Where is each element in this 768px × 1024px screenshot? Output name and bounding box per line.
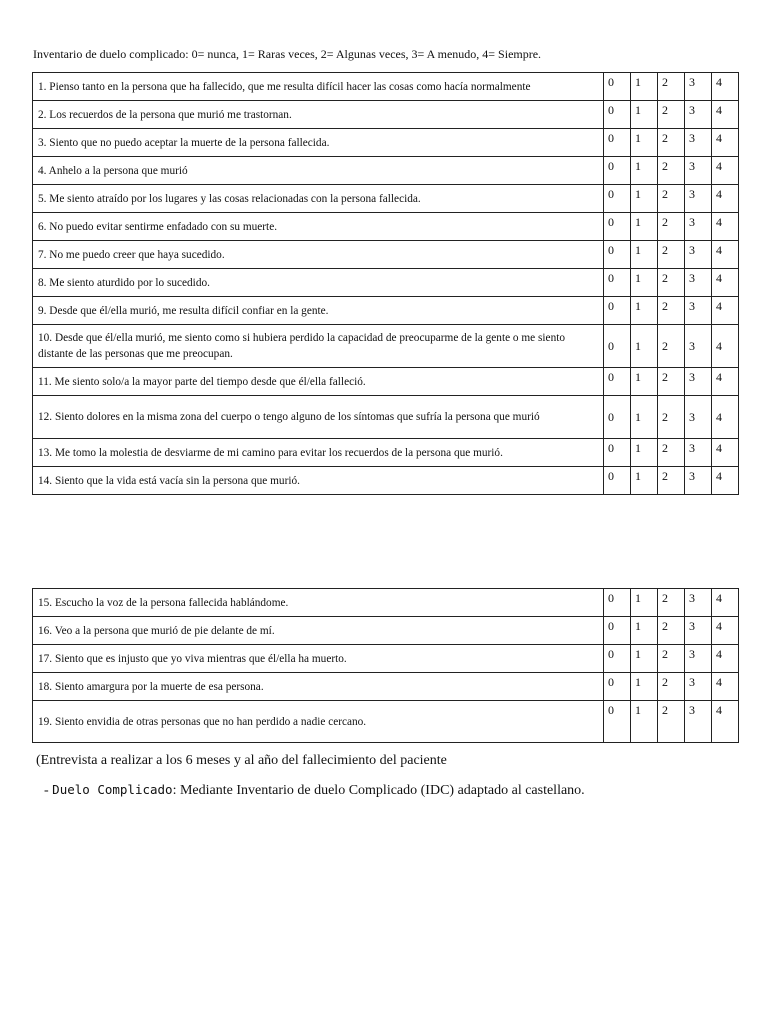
inventory-intro: Inventario de duelo complicado: 0= nunca, 1= Raras veces, 2= Algunas veces, 3= A menudo, 4= Siempre. xyxy=(33,47,542,61)
score-option-4[interactable]: 4 xyxy=(712,157,739,185)
table-row xyxy=(33,157,739,185)
score-option-4[interactable]: 4 xyxy=(712,297,739,325)
score-option-2[interactable]: 2 xyxy=(658,439,685,467)
score-option-0[interactable]: 0 xyxy=(604,645,631,673)
inventory-table-part-1 xyxy=(32,72,739,495)
score-option-1[interactable]: 1 xyxy=(631,241,658,269)
score-option-2[interactable]: 2 xyxy=(658,673,685,701)
table-row xyxy=(33,396,739,439)
table-row xyxy=(33,213,739,241)
score-option-4[interactable]: 4 xyxy=(712,241,739,269)
method-note-term: Duelo Complicado xyxy=(52,782,173,797)
method-note-prefix: - xyxy=(44,783,53,798)
score-option-1[interactable]: 1 xyxy=(631,396,658,439)
score-option-4[interactable]: 4 xyxy=(712,129,739,157)
score-option-2[interactable]: 2 xyxy=(658,589,685,617)
score-option-4[interactable]: 4 xyxy=(712,701,739,743)
item-statement: 16. Veo a la persona que murió de pie delante de mí. xyxy=(33,617,604,645)
table-row xyxy=(33,325,739,368)
score-option-4[interactable]: 4 xyxy=(712,439,739,467)
score-option-0[interactable]: 0 xyxy=(604,157,631,185)
score-option-1[interactable]: 1 xyxy=(631,129,658,157)
score-option-1[interactable]: 1 xyxy=(631,269,658,297)
score-option-3[interactable]: 3 xyxy=(685,325,712,368)
score-option-1[interactable]: 1 xyxy=(631,325,658,368)
score-option-0[interactable]: 0 xyxy=(604,213,631,241)
method-note-text: : Mediante Inventario de duelo Complicado (IDC) adaptado al castellano. xyxy=(172,783,585,798)
score-option-1[interactable]: 1 xyxy=(631,439,658,467)
score-option-3[interactable]: 3 xyxy=(685,645,712,673)
score-option-1[interactable]: 1 xyxy=(631,701,658,743)
score-option-4[interactable]: 4 xyxy=(712,325,739,368)
score-option-0[interactable]: 0 xyxy=(604,185,631,213)
score-option-0[interactable]: 0 xyxy=(604,396,631,439)
score-option-3[interactable]: 3 xyxy=(685,101,712,129)
score-option-3[interactable]: 3 xyxy=(685,617,712,645)
score-option-2[interactable]: 2 xyxy=(658,701,685,743)
table-row xyxy=(33,673,739,701)
score-option-0[interactable]: 0 xyxy=(604,439,631,467)
score-option-4[interactable]: 4 xyxy=(712,617,739,645)
score-option-0[interactable]: 0 xyxy=(604,241,631,269)
score-option-3[interactable]: 3 xyxy=(685,73,712,101)
score-option-4[interactable]: 4 xyxy=(712,645,739,673)
method-note xyxy=(44,781,585,800)
inventory-table-part-2 xyxy=(32,588,739,743)
score-option-1[interactable]: 1 xyxy=(631,73,658,101)
table-row xyxy=(33,368,739,396)
score-option-3[interactable]: 3 xyxy=(685,701,712,743)
item-statement: 13. Me tomo la molestia de desviarme de mi camino para evitar los recuerdos de la persona que murió. xyxy=(33,439,604,467)
item-statement: 17. Siento que es injusto que yo viva mientras que él/ella ha muerto. xyxy=(33,645,604,673)
score-option-4[interactable]: 4 xyxy=(712,467,739,495)
table-row xyxy=(33,185,739,213)
table-row xyxy=(33,73,739,101)
score-option-2[interactable]: 2 xyxy=(658,129,685,157)
score-option-2[interactable]: 2 xyxy=(658,617,685,645)
score-option-1[interactable]: 1 xyxy=(631,185,658,213)
item-statement: 11. Me siento solo/a la mayor parte del tiempo desde que él/ella falleció. xyxy=(33,368,604,396)
score-option-1[interactable]: 1 xyxy=(631,101,658,129)
item-statement: 4. Anhelo a la persona que murió xyxy=(33,157,604,185)
score-option-0[interactable]: 0 xyxy=(604,325,631,368)
item-statement: 6. No puedo evitar sentirme enfadado con su muerte. xyxy=(33,213,604,241)
score-option-0[interactable]: 0 xyxy=(604,467,631,495)
score-option-1[interactable]: 1 xyxy=(631,617,658,645)
score-option-1[interactable]: 1 xyxy=(631,589,658,617)
score-option-2[interactable]: 2 xyxy=(658,297,685,325)
table-row xyxy=(33,269,739,297)
score-option-3[interactable]: 3 xyxy=(685,213,712,241)
score-option-2[interactable]: 2 xyxy=(658,73,685,101)
score-option-0[interactable]: 0 xyxy=(604,589,631,617)
score-option-2[interactable]: 2 xyxy=(658,368,685,396)
item-statement: 7. No me puedo creer que haya sucedido. xyxy=(33,241,604,269)
item-statement: 12. Siento dolores en la misma zona del cuerpo o tengo alguno de los síntomas que sufría la persona que murió xyxy=(33,396,604,439)
interview-note: (Entrevista a realizar a los 6 meses y al año del fallecimiento del paciente xyxy=(36,753,447,768)
score-option-3[interactable]: 3 xyxy=(685,269,712,297)
score-option-1[interactable]: 1 xyxy=(631,213,658,241)
score-option-0[interactable]: 0 xyxy=(604,368,631,396)
score-option-0[interactable]: 0 xyxy=(604,673,631,701)
table-row xyxy=(33,645,739,673)
table-row xyxy=(33,701,739,743)
score-option-4[interactable]: 4 xyxy=(712,368,739,396)
item-statement: 9. Desde que él/ella murió, me resulta difícil confiar en la gente. xyxy=(33,297,604,325)
score-option-2[interactable]: 2 xyxy=(658,101,685,129)
score-option-0[interactable]: 0 xyxy=(604,617,631,645)
score-option-1[interactable]: 1 xyxy=(631,368,658,396)
item-statement: 2. Los recuerdos de la persona que murió me trastornan. xyxy=(33,101,604,129)
item-statement: 14. Siento que la vida está vacía sin la persona que murió. xyxy=(33,467,604,495)
table-row xyxy=(33,101,739,129)
score-option-2[interactable]: 2 xyxy=(658,325,685,368)
score-option-3[interactable]: 3 xyxy=(685,185,712,213)
score-option-3[interactable]: 3 xyxy=(685,368,712,396)
table-row xyxy=(33,617,739,645)
score-option-3[interactable]: 3 xyxy=(685,241,712,269)
item-statement: 19. Siento envidia de otras personas que no han perdido a nadie cercano. xyxy=(33,701,604,743)
score-option-1[interactable]: 1 xyxy=(631,297,658,325)
score-option-3[interactable]: 3 xyxy=(685,439,712,467)
score-option-2[interactable]: 2 xyxy=(658,269,685,297)
score-option-3[interactable]: 3 xyxy=(685,396,712,439)
score-option-4[interactable]: 4 xyxy=(712,101,739,129)
score-option-0[interactable]: 0 xyxy=(604,101,631,129)
score-option-4[interactable]: 4 xyxy=(712,396,739,439)
item-statement: 18. Siento amargura por la muerte de esa persona. xyxy=(33,673,604,701)
score-option-2[interactable]: 2 xyxy=(658,185,685,213)
score-option-2[interactable]: 2 xyxy=(658,467,685,495)
score-option-4[interactable]: 4 xyxy=(712,213,739,241)
score-option-4[interactable]: 4 xyxy=(712,673,739,701)
score-option-4[interactable]: 4 xyxy=(712,73,739,101)
score-option-1[interactable]: 1 xyxy=(631,645,658,673)
table-row xyxy=(33,589,739,617)
score-option-3[interactable]: 3 xyxy=(685,297,712,325)
score-option-1[interactable]: 1 xyxy=(631,673,658,701)
score-option-2[interactable]: 2 xyxy=(658,645,685,673)
item-statement: 3. Siento que no puedo aceptar la muerte de la persona fallecida. xyxy=(33,129,604,157)
item-statement: 10. Desde que él/ella murió, me siento como si hubiera perdido la capacidad de preocuparme de la gente o me siento distante de las personas que me preocupan. xyxy=(33,325,604,368)
score-option-2[interactable]: 2 xyxy=(658,157,685,185)
score-option-0[interactable]: 0 xyxy=(604,297,631,325)
score-option-3[interactable]: 3 xyxy=(685,467,712,495)
score-option-4[interactable]: 4 xyxy=(712,589,739,617)
score-option-4[interactable]: 4 xyxy=(712,269,739,297)
score-option-0[interactable]: 0 xyxy=(604,701,631,743)
score-option-1[interactable]: 1 xyxy=(631,157,658,185)
item-statement: 1. Pienso tanto en la persona que ha fallecido, que me resulta difícil hacer las cosas como hacía normalmente xyxy=(33,73,604,101)
score-option-3[interactable]: 3 xyxy=(685,129,712,157)
item-statement: 15. Escucho la voz de la persona fallecida hablándome. xyxy=(33,589,604,617)
score-option-4[interactable]: 4 xyxy=(712,185,739,213)
score-option-3[interactable]: 3 xyxy=(685,589,712,617)
item-statement: 8. Me siento aturdido por lo sucedido. xyxy=(33,269,604,297)
score-option-3[interactable]: 3 xyxy=(685,157,712,185)
table-row xyxy=(33,467,739,495)
table-row xyxy=(33,439,739,467)
score-option-0[interactable]: 0 xyxy=(604,129,631,157)
score-option-2[interactable]: 2 xyxy=(658,396,685,439)
score-option-1[interactable]: 1 xyxy=(631,467,658,495)
score-option-2[interactable]: 2 xyxy=(658,213,685,241)
table-row xyxy=(33,129,739,157)
score-option-0[interactable]: 0 xyxy=(604,269,631,297)
score-option-3[interactable]: 3 xyxy=(685,673,712,701)
item-statement: 5. Me siento atraído por los lugares y las cosas relacionadas con la persona fallecida. xyxy=(33,185,604,213)
score-option-2[interactable]: 2 xyxy=(658,241,685,269)
table-row xyxy=(33,297,739,325)
score-option-0[interactable]: 0 xyxy=(604,73,631,101)
table-row xyxy=(33,241,739,269)
